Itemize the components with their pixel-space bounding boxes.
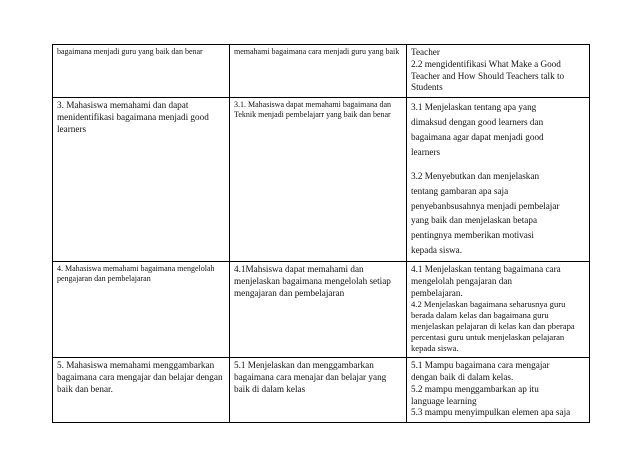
cell-text: language learning xyxy=(411,395,477,406)
cell-text: dengan baik di dalam kelas. xyxy=(411,372,514,383)
cell-text: 5.2 mampu menggambarkan ap itu xyxy=(411,383,539,394)
table-cell-competency xyxy=(230,262,407,358)
cell-text: memahami bagaimana cara menjadi guru yang baik xyxy=(234,47,400,56)
table-cell-objective xyxy=(53,358,230,423)
table-cell-indicator xyxy=(407,262,590,358)
cell-text: Teacher xyxy=(411,47,440,57)
table-cell-indicator xyxy=(407,98,590,262)
cell-text: 2.2 mengidentifikasi What Make a Good Teacher and How Should Teachers talk to Students xyxy=(411,58,565,93)
table-cell-indicator xyxy=(407,45,590,98)
cell-text: bagaimana menjadi guru yang baik dan benar xyxy=(57,47,203,56)
cell-text: learners xyxy=(411,146,441,157)
table-cell-objective xyxy=(53,262,230,358)
cell-text: yang baik dan menjelaskan betapa xyxy=(411,215,538,226)
cell-text: mengelolah pengajaran dan xyxy=(411,275,513,286)
paragraph-gap xyxy=(411,160,585,169)
document-table xyxy=(52,44,590,423)
cell-text: pentingnya memberikan motivasi xyxy=(411,230,534,241)
cell-text: 4. Mahasiswa memahami bagaimana mengelolah pengajaran dan pembelajaran xyxy=(57,264,215,284)
table-cell-competency xyxy=(230,45,407,98)
cell-text: tentang gambaran apa saja xyxy=(411,185,509,196)
table-row xyxy=(53,262,590,358)
cell-text: dimaksud dengan good learners dan xyxy=(411,116,544,127)
cell-text: bagaimana agar dapat menjadi good xyxy=(411,131,544,142)
cell-text: 4.2 Menjelaskan bagaimana seharusnya guru berada dalam kelas dan bagaimana guru menjelaskan pelajaran di kelas kan dan pberapa percentasi guru untuk menjelaskan pelajaran kepada siswa. xyxy=(411,299,575,354)
table-cell-competency xyxy=(230,358,407,423)
cell-text: 5.3 mampu menyimpulkan elemen apa saja xyxy=(411,407,571,418)
cell-text: kepada siswa. xyxy=(411,245,463,256)
cell-text: 3. Mahasiswa memahami dan dapat menidentifikasi bagaimana menjadi good learners xyxy=(57,100,209,134)
table-cell-indicator xyxy=(407,358,590,423)
cell-text: 3.1. Mahasiswa dapat memahami bagaimana dan Teknik menjadi pembelajarr yang baik dan benar xyxy=(234,100,392,120)
cell-text: 4.1 Menjelaskan tentang bagaimana cara xyxy=(411,264,561,275)
table-cell-objective xyxy=(53,45,230,98)
cell-text: 5. Mahasiswa memahami menggambarkan bagaimana cara mengajar dan belajar dengan baik dan benar. xyxy=(57,360,223,394)
cell-text: 3.2 Menyebutkan dan menjelaskan xyxy=(411,170,540,181)
table-cell-competency xyxy=(230,98,407,262)
table-row xyxy=(53,98,590,262)
cell-text: penyebanbsusahnya menjadi pembelajar xyxy=(411,200,560,211)
cell-text: 5.1 Menjelaskan dan menggambarkan bagaimana cara menajar dan belajar yang baik di dalam kelas xyxy=(234,360,387,394)
cell-text: 4.1Mahsiswa dapat memahami dan menjelaskan bagaimana mengelolah setiap mengajaran dan pembelajaran xyxy=(234,264,391,298)
table-cell-objective xyxy=(53,98,230,262)
cell-text: 5.1 Mampu bagaimana cara mengajar xyxy=(411,360,550,371)
cell-text: pembelajaran. xyxy=(411,287,463,298)
table-row xyxy=(53,358,590,423)
cell-text: 3.1 Menjelaskan tentang apa yang xyxy=(411,102,537,113)
table-row xyxy=(53,45,590,98)
